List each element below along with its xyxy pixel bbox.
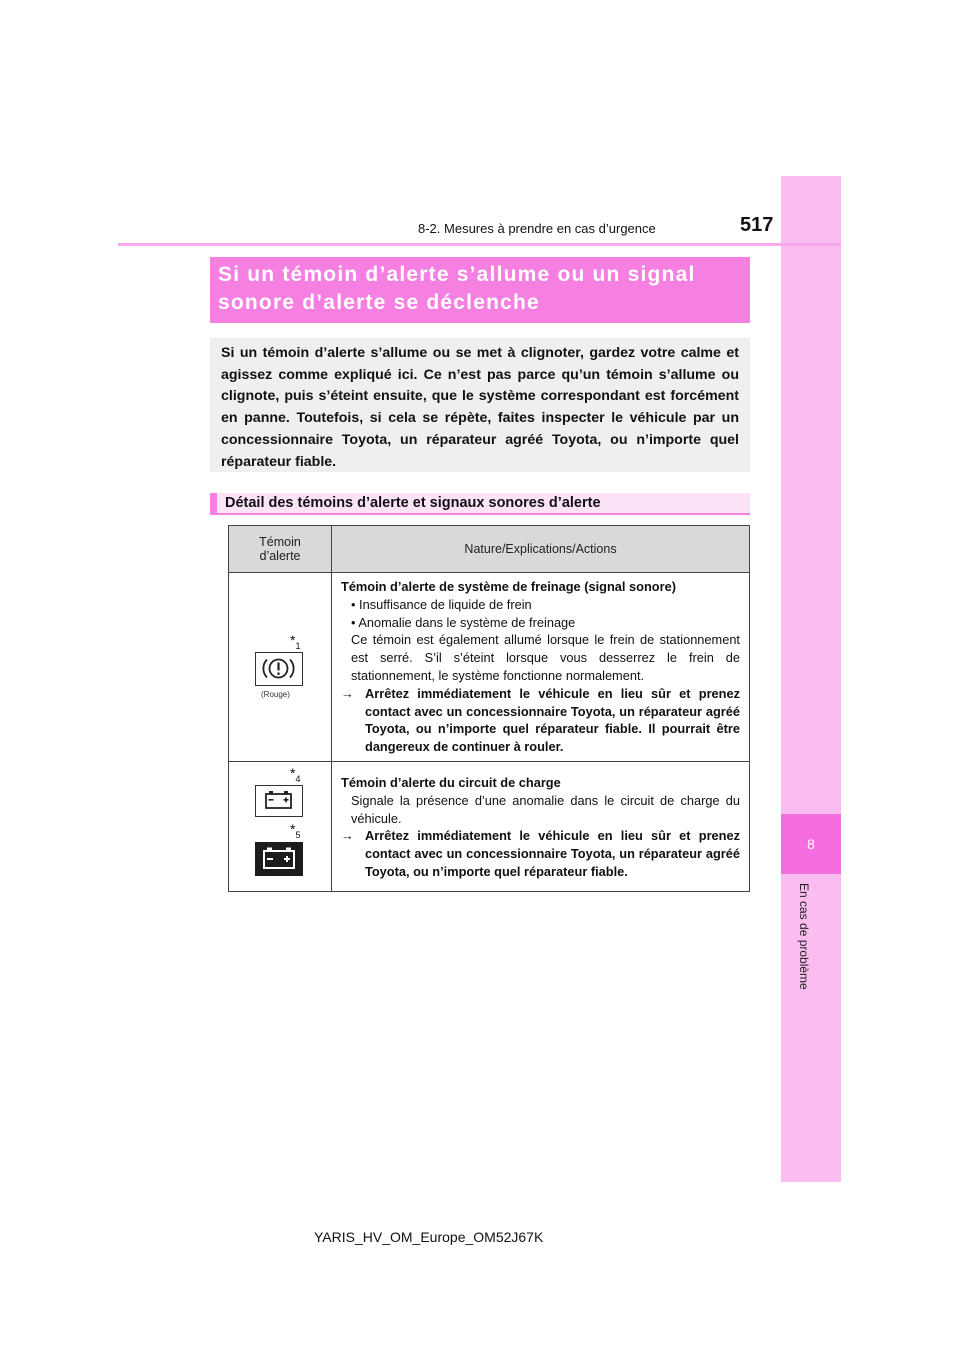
icon-cell-battery <box>229 761 332 891</box>
chapter-label: En cas de problème <box>797 883 811 990</box>
action-instruction <box>341 827 740 880</box>
header-icon-line1: Témoin <box>259 535 301 549</box>
footnote-marker <box>290 821 300 840</box>
section-subtitle <box>210 493 750 515</box>
description-cell-battery <box>332 761 750 891</box>
explanation-text: Ce témoin est également allumé lorsque le frein de stationnement est serré. S’il s’éteint lorsque vous desserrez le frein de stationnement, le système fonctionne normalement. <box>351 632 740 683</box>
arrow-icon: → <box>341 685 354 701</box>
header-divider <box>118 243 841 246</box>
page-title-line1: Si un témoin d’alerte s’allume ou un signal <box>218 263 696 286</box>
icon-color-caption: (Rouge) <box>261 690 290 699</box>
footnote-marker <box>290 765 300 784</box>
footnote-index: 5 <box>295 829 301 840</box>
footnote-index: 1 <box>295 640 301 651</box>
warning-title: Témoin d’alerte de système de freinage (signal sonore) <box>341 579 676 594</box>
header-description-column: Nature/Explications/Actions <box>332 526 750 573</box>
action-text: Arrêtez immédiatement le véhicule en lieu sûr et prenez contact avec un concessionnaire Toyota, un réparateur agréé Toyota, ou n’importe quel réparateur fiable. <box>365 828 740 879</box>
page-number: 517 <box>740 214 774 236</box>
warning-lights-table <box>228 525 750 892</box>
action-text: Arrêtez immédiatement le véhicule en lieu sûr et prenez contact avec un concessionnaire Toyota, un réparateur agréé Toyota, ou n’importe quel réparateur fiable. Il pourrait être dangereux de continuer à rouler. <box>365 685 740 755</box>
action-instruction <box>341 685 740 756</box>
footnote-marker <box>290 632 300 651</box>
bullet-item: • Insuffisance de liquide de frein <box>351 596 532 612</box>
chapter-number-tab[interactable]: 8 <box>781 814 841 874</box>
section-subtitle-text: Détail des témoins d’alerte et signaux sonores d’alerte <box>225 495 601 511</box>
bullet-item: • Anomalie dans le système de freinage <box>351 614 576 630</box>
header-icon-line2: d’alerte <box>259 549 301 563</box>
explanation-text: Signale la présence d’une anomalie dans le circuit de charge du véhicule. <box>351 792 740 826</box>
intro-box <box>210 338 750 472</box>
page-title-line2: sonore d’alerte se déclenche <box>218 291 540 314</box>
warning-title: Témoin d’alerte du circuit de charge <box>341 774 561 790</box>
section-heading: 8-2. Mesures à prendre en cas d’urgence <box>418 221 656 236</box>
arrow-icon: → <box>341 828 354 844</box>
table-header-row <box>229 526 750 573</box>
page-title <box>210 257 750 323</box>
footnote-asterisk: * <box>290 764 296 781</box>
table-row <box>229 573 750 762</box>
description-cell-brake <box>332 573 750 762</box>
document-code: YARIS_HV_OM_Europe_OM52J67K <box>314 1229 544 1245</box>
header-icon-column <box>229 526 332 573</box>
footnote-asterisk: * <box>290 632 296 648</box>
intro-text: Si un témoin d’alerte s’allume ou se met à clignoter, gardez votre calme et agissez comme expliqué ici. Ce n’est pas parce qu’un témoin s’allume ou clignote, puis s’éteint ensuite, que le système correspondant est forcément en panne. Toutefois, si cela se répète, faites inspecter le véhicule par un concessionnaire Toyota, un réparateur agréé Toyota, ou n’importe quel réparateur fiable. <box>221 345 739 470</box>
battery-filled-icon <box>255 842 303 876</box>
battery-outline-icon <box>255 785 303 817</box>
table-row <box>229 761 750 891</box>
icon-cell-brake <box>229 573 332 762</box>
footnote-asterisk: * <box>290 820 296 837</box>
chapter-sidebar <box>781 176 841 1182</box>
brake-warning-icon <box>255 652 303 686</box>
footnote-index: 4 <box>295 773 301 784</box>
